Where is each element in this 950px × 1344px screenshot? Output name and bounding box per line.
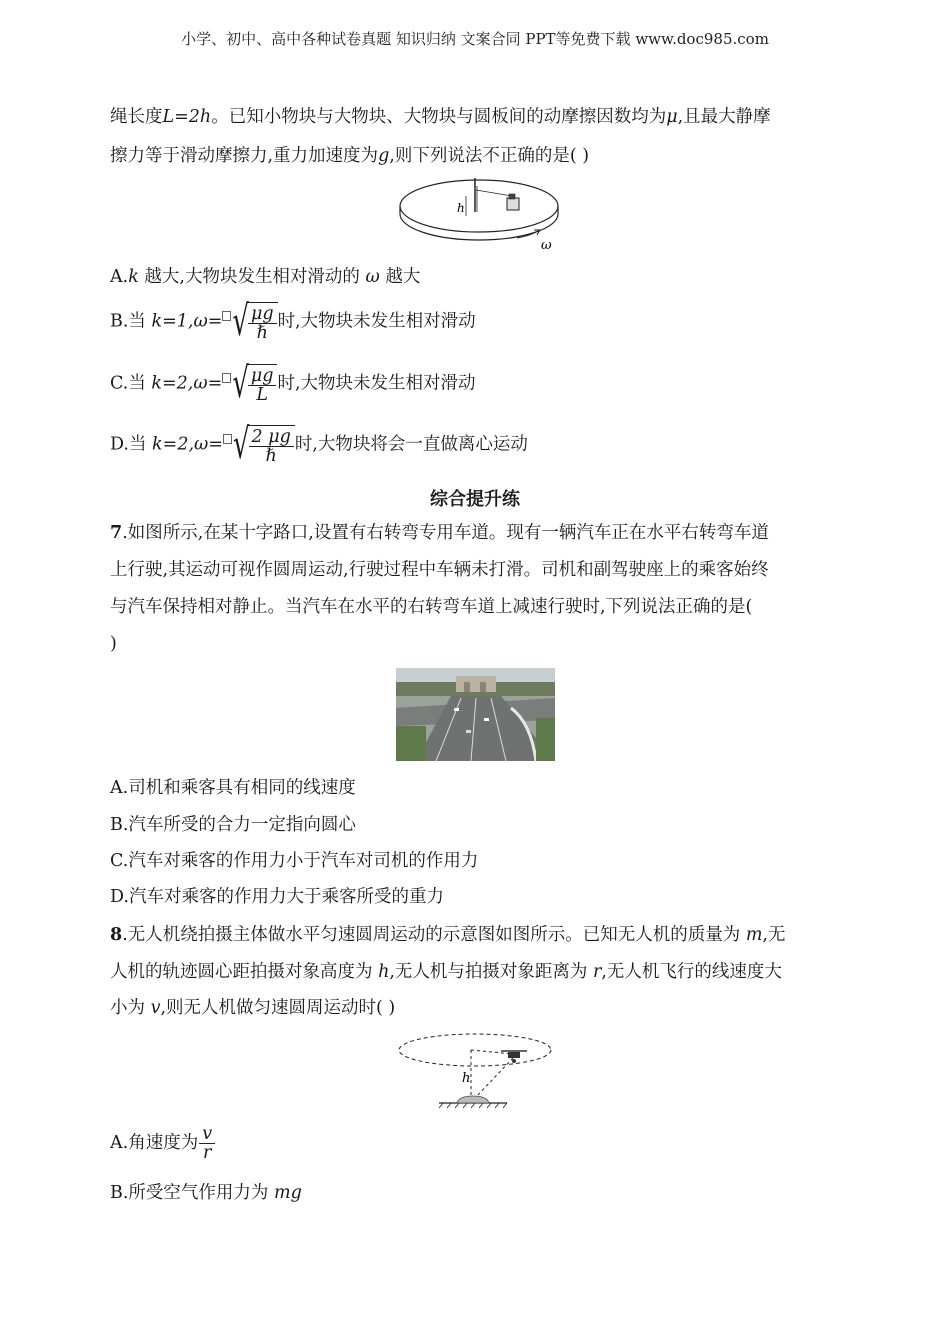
q6-line2 <box>110 145 589 167</box>
q8-option-a <box>110 1125 216 1162</box>
q8-optA-num: v <box>199 1125 215 1144</box>
q8-drone-figure <box>395 1030 555 1110</box>
q6-line1-mu: μ <box>666 107 678 127</box>
q6-optC-sqrt: √ $\frac{\mu g}{L}$ <box>232 364 277 404</box>
q6-disc-figure <box>395 172 570 254</box>
q6-optB-tail: 时,大物块未发生相对滑动 <box>277 311 476 332</box>
q7-line4: ) <box>110 634 117 654</box>
q6-line1 <box>110 106 771 128</box>
q6-optC-tail: 时,大物块未发生相对滑动 <box>277 373 476 394</box>
q6-optB-sqrt: √ $\frac{\mu g}{\text{ℏ}}$ <box>232 302 277 342</box>
q6-optC-cond: k=2,ω= <box>151 373 223 394</box>
q6-optB-cond: k=1,ω= <box>151 311 223 332</box>
q8-line2-a: 人机的轨迹圆心距拍摄对象高度为 <box>110 962 379 982</box>
q8-line2-r: r <box>592 962 602 982</box>
q6-optB-num: μg <box>248 305 277 324</box>
q7-option-a: A.司机和乘客具有相同的线速度 <box>110 778 356 798</box>
q7-line1 <box>110 522 769 544</box>
q7-option-c: C.汽车对乘客的作用力小于汽车对司机的作用力 <box>110 851 479 871</box>
q6-option-c <box>110 360 476 408</box>
q8-line2 <box>110 961 782 983</box>
placeholder-box-icon <box>222 373 231 383</box>
q6-line2-a: 擦力等于滑动摩擦力,重力加速度为 <box>110 146 379 166</box>
q6-option-b <box>110 298 476 346</box>
q6-optA-omega: ω <box>365 267 380 287</box>
q7-option-b: B.汽车所受的合力一定指向圆心 <box>110 815 356 835</box>
placeholder-box-icon <box>222 311 231 321</box>
q8-optA-prefix: A.角速度为 <box>110 1133 199 1153</box>
q6-optC-den: L <box>256 385 268 405</box>
q8-line3 <box>110 997 395 1019</box>
q8-option-b <box>110 1182 302 1204</box>
drone-icon <box>501 1051 527 1063</box>
q8-number: 8 <box>110 925 123 945</box>
q6-line2-g: g <box>378 146 390 166</box>
q7-line3: 与汽车保持相对静止。当汽车在水平的右转弯车道上减速行驶时,下列说法正确的是( <box>110 597 753 617</box>
q8-line2-h: h <box>378 962 390 982</box>
q8-line3-v: v <box>150 998 161 1018</box>
q8-line1-m: m <box>745 925 763 945</box>
q6-optD-den: ℏ <box>265 446 277 466</box>
q7-line1-text: .如图所示,在某十字路口,设置有右转弯专用车道。现有一辆汽车正在水平右转弯车道 <box>122 523 769 543</box>
q6-optD-prefix: D.当 <box>110 434 153 455</box>
q6-figure-h-label: h <box>457 201 465 215</box>
q6-optC-num: μg <box>248 367 277 386</box>
q8-line2-b: ,无人机与拍摄对象距离为 <box>389 962 593 982</box>
q6-figure-omega-label: ω <box>541 238 552 253</box>
q6-line1-a: 绳长度 <box>110 107 163 127</box>
q8-optB-prefix: B.所受空气作用力为 <box>110 1183 274 1203</box>
q6-line1-c: ,且最大静摩 <box>677 107 771 127</box>
q6-optB-prefix: B.当 <box>110 311 152 332</box>
q8-optA-den: r <box>202 1143 212 1163</box>
q6-optA-k: k <box>128 267 139 287</box>
q6-optD-sqrt: √ $\frac{2 \mu g}{\text{ℏ}}$ <box>233 425 295 465</box>
q7-intersection-photo <box>396 668 555 761</box>
car-icon <box>457 1096 489 1103</box>
q8-line2-c: ,无人机飞行的线速度大 <box>601 962 782 982</box>
q8-figure-h-label: h <box>462 1071 471 1086</box>
q6-optA-prefix: A. <box>110 267 129 287</box>
q6-optD-cond: k=2,ω= <box>152 434 223 455</box>
section-title: 综合提升练 <box>430 489 520 510</box>
page-header: 小学、初中、高中各种试卷真题 知识归纳 文案合同 PPT等免费下载 www.doc985.com <box>181 30 769 48</box>
q8-line3-b: ,则无人机做匀速圆周运动时( ) <box>160 998 396 1018</box>
q7-line2: 上行驶,其运动可视作圆周运动,行驶过程中车辆未打滑。司机和副驾驶座上的乘客始终 <box>110 560 769 580</box>
q7-option-d: D.汽车对乘客的作用力大于乘客所受的重力 <box>110 887 444 907</box>
q6-optC-prefix: C.当 <box>110 373 152 394</box>
q8-line1 <box>110 924 786 946</box>
q8-line3-a: 小为 <box>110 998 151 1018</box>
q8-line1-a: .无人机绕拍摄主体做水平匀速圆周运动的示意图如图所示。已知无人机的质量为 <box>122 925 746 945</box>
q6-line2-b: ,则下列说法不正确的是( ) <box>389 146 590 166</box>
q6-line1-var: L=2h <box>162 107 212 127</box>
q6-option-d <box>110 421 528 469</box>
q7-number: 7 <box>110 523 123 543</box>
q6-line1-b: 。已知小物块与大物块、大物块与圆板间的动摩擦因数均为 <box>211 107 667 127</box>
q6-optD-tail: 时,大物块将会一直做离心运动 <box>294 434 528 455</box>
q6-optB-den: ℏ <box>256 323 268 343</box>
q8-line1-b: ,无 <box>762 925 786 945</box>
q6-optD-num: 2 μg <box>249 428 294 447</box>
q6-optA-text2: 越大 <box>379 267 421 287</box>
q6-option-a <box>110 266 420 288</box>
q8-optB-mg: mg <box>274 1183 302 1203</box>
placeholder-box-icon <box>223 434 232 444</box>
q6-optA-text1: 越大,大物块发生相对滑动的 <box>138 267 366 287</box>
